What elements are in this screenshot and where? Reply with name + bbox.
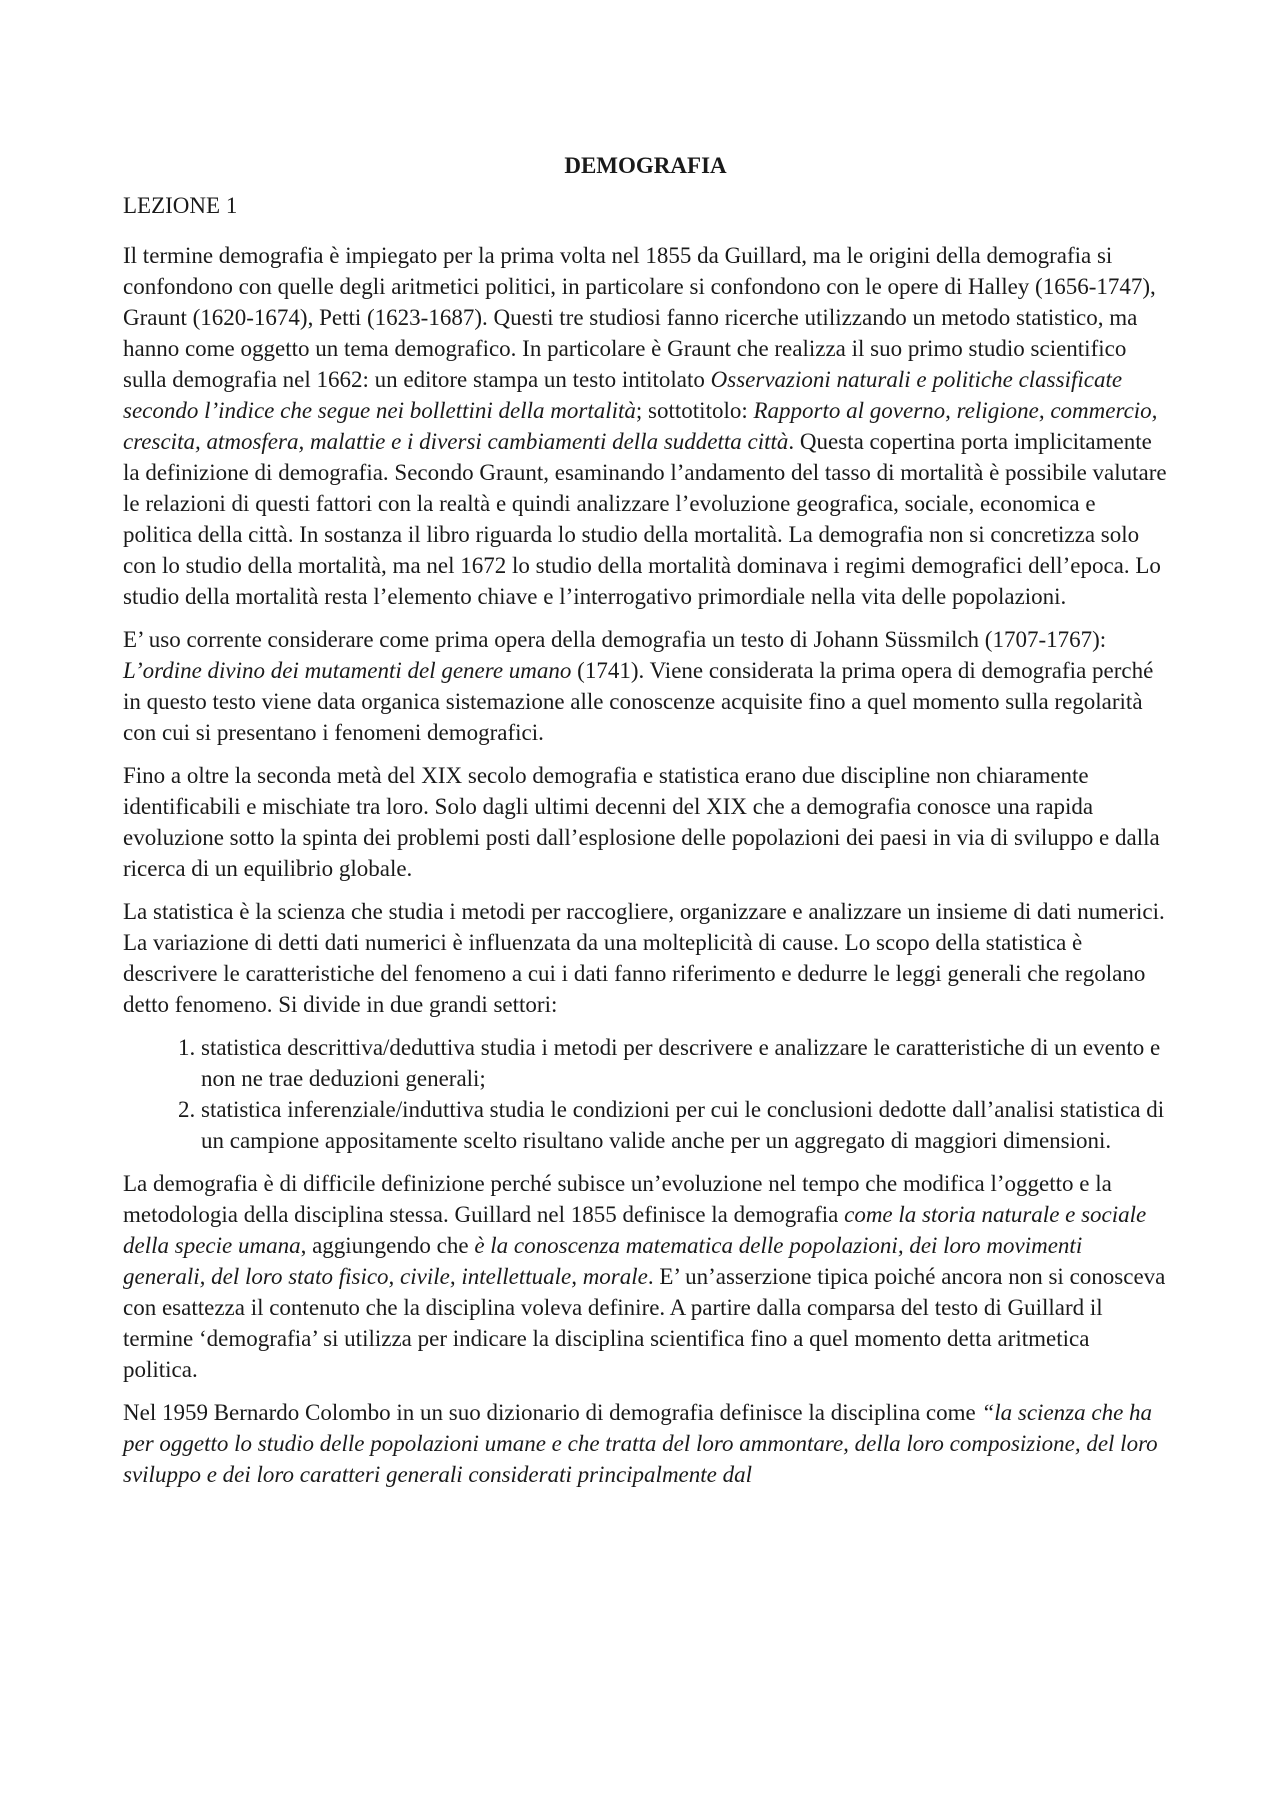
paragraph-xix-century: Fino a oltre la seconda metà del XIX secolo demografia e statistica erano due discipline non chiaramente identificabili e mischiate tra loro. Solo dagli ultimi decenni del XIX che a demografia conosce una rapida evoluzione sotto la spinta dei problemi posti dall’esplosione delle popolazioni dei paesi in via di sviluppo e dalla ricerca di un equilibrio globale. (123, 763, 1160, 881)
book-subtitle-italic: Rapporto al governo, religione, commercio, crescita, atmosfera, malattie e i diversi cambiamenti della suddetta città (123, 398, 1158, 454)
guillard-quote-italic: è la conoscenza matematica delle popolazioni, dei loro movimenti generali, del loro stato fisico, civile, intellettuale, morale (123, 1233, 1083, 1289)
paragraph-definition: La demografia è di difficile definizione perché subisce un’evoluzione nel tempo che modifica l’oggetto e la metodologia della disciplina stessa. Guillard nel 1855 definisce la demografia come la storia naturale e sociale della specie umana, aggiungendo che è la conoscenza matematica delle popolazioni, dei loro movimenti generali, del loro stato fisico, civile, intellettuale, morale. E’ un’asserzione tipica poiché ancora non si conosceva con esattezza il contenuto che la disciplina voleva definire. A partire dalla comparsa del testo di Guillard il termine ‘demografia’ si utilizza per indicare la disciplina scientifica fino a quel momento detta aritmetica politica. (123, 1171, 1166, 1382)
paragraph-colombo: Nel 1959 Bernardo Colombo in un suo dizionario di demografia definisce la disciplina come “la scienza che ha per oggetto lo studio delle popolazioni umane e che tratta del loro ammontare, della loro composizione, del loro sviluppo e dei loro caratteri generali considerati principalmente dal (123, 1400, 1158, 1487)
sussmilch-title-italic: L’ordine divino dei mutamenti del genere umano (123, 658, 572, 683)
list-item: 1. statistica descrittiva/deduttiva studia i metodi per descrivere e analizzare le caratteristiche di un evento e non ne trae deduzioni generali; (201, 1032, 1168, 1094)
lesson-heading: LEZIONE 1 (123, 193, 238, 218)
statistics-sectors-list (123, 1032, 1168, 1156)
document-title: DEMOGRAFIA (564, 153, 727, 178)
paragraph-sussmilch: E’ uso corrente considerare come prima opera della demografia un testo di Johann Süssmilch (1707-1767): L’ordine divino dei mutamenti del genere umano (1741). Viene considerata la prima opera di demografia perché in questo testo viene data organica sistemazione alle conoscenze acquisite fino a quel momento sulla regolarità con cui si presentano i fenomeni demografici. (123, 627, 1154, 745)
book-title-italic: Osservazioni naturali e politiche classificate secondo l’indice che segue nei bollettini della mortalità (123, 367, 1123, 423)
document-body (123, 150, 1168, 1502)
guillard-definition-italic: come la storia naturale e sociale della specie umana (123, 1202, 1147, 1258)
paragraph-origins: Il termine demografia è impiegato per la prima volta nel 1855 da Guillard, ma le origini della demografia si confondono con quelle degli aritmetici politici, in particolare si confondono con le opere di Halley (1656-1747), Graunt (1620-1674), Petti (1623-1687). Questi tre studiosi fanno ricerche utilizzando un metodo statistico, ma hanno come oggetto un tema demografico. In particolare è Graunt che realizza il suo primo studio scientifico sulla demografia nel 1662: un editore stampa un testo intitolato Osservazioni naturali e politiche classificate secondo l’indice che segue nei bollettini della mortalità; sottotitolo: Rapporto al governo, religione, commercio, crescita, atmosfera, malattie e i diversi cambiamenti della suddetta città. Questa copertina porta implicitamente la definizione di demografia. Secondo Graunt, esaminando l’andamento del tasso di mortalità è possibile valutare le relazioni di questi fattori con la realtà e quindi analizzare l’evoluzione geografica, sociale, economica e politica della città. In sostanza il libro riguarda lo studio della mortalità. La demografia non si concretizza solo con lo studio della mortalità, ma nel 1672 lo studio della mortalità dominava i regimi demografici dell’epoca. Lo studio della mortalità resta l’elemento chiave e l’interrogativo primordiale nella vita delle popolazioni. (123, 243, 1167, 609)
paragraph-statistics: La statistica è la scienza che studia i metodi per raccogliere, organizzare e analizzare un insieme di dati numerici. La variazione di detti dati numerici è influenzata da una molteplicità di cause. Lo scopo della statistica è descrivere le caratteristiche del fenomeno a cui i dati fanno riferimento e dedurre le leggi generali che regolano detto fenomeno. Si divide in due grandi settori: (123, 899, 1165, 1017)
colombo-quote-italic: “la scienza che ha per oggetto lo studio delle popolazioni umane e che tratta del loro ammontare, della loro composizione, del loro sviluppo e dei loro caratteri generali considerati principalmente dal (123, 1400, 1158, 1487)
list-item: 2. statistica inferenziale/induttiva studia le condizioni per cui le conclusioni dedotte dall’analisi statistica di un campione appositamente scelto risultano valide anche per un aggregato di maggiori dimensioni. (201, 1094, 1168, 1156)
